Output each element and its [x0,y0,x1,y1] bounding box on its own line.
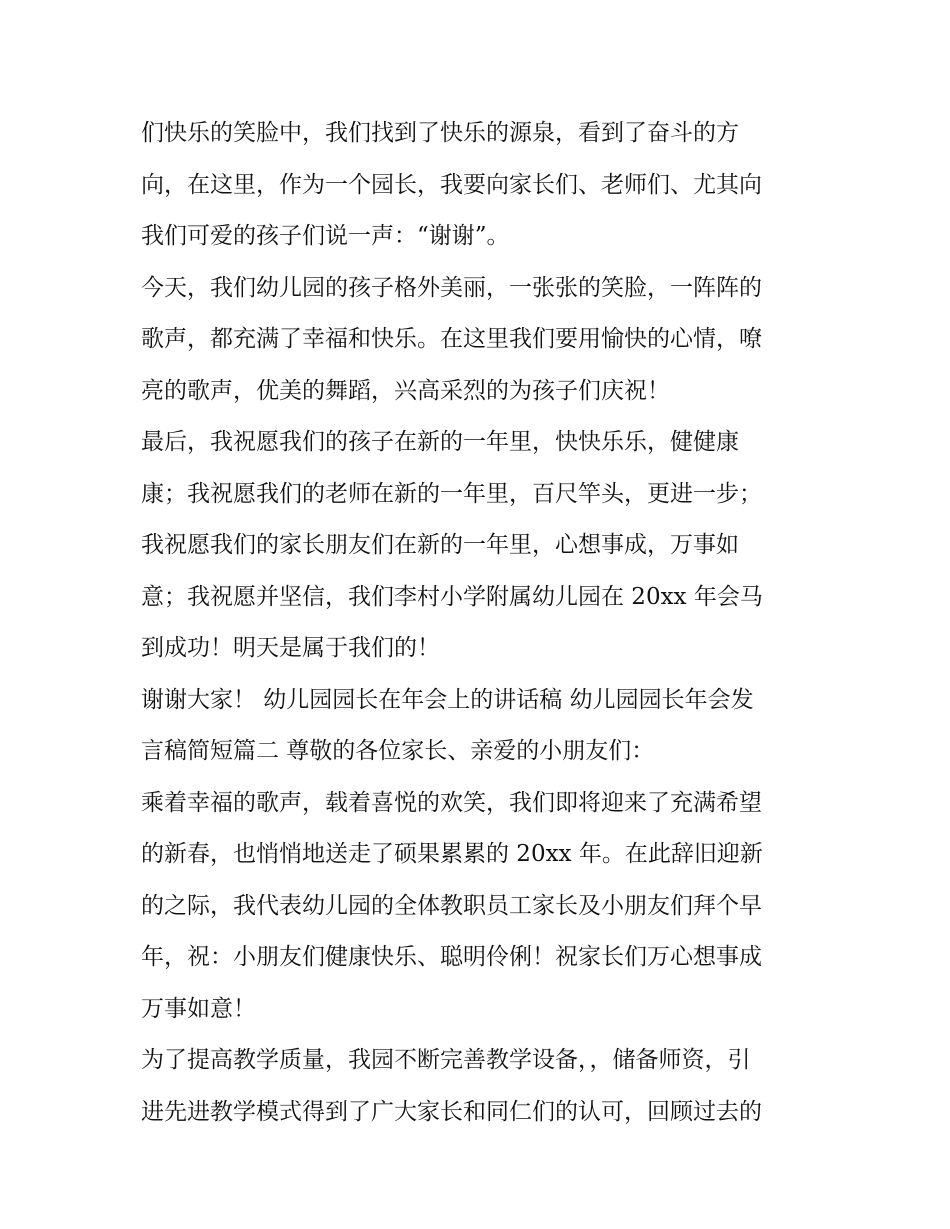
text-line: 最后，我祝愿我们的孩子在新的一年里，快快乐乐，健健康 [141,429,739,455]
text-line: 的新春，也悄悄地送走了硕果累累的 20xx 年。在此辞旧迎新 [141,841,763,867]
text-line: 康；我祝愿我们的老师在新的一年里，百尺竿头，更进一步； [141,480,762,507]
text-line: 我祝愿我们的家长朋友们在新的一年里，心想事成，万事如 [141,532,739,558]
text-line: 谢谢大家！ 幼儿园园长在年会上的讲话稿 幼儿园园长年会发 [141,686,754,713]
text-line: 亮的歌声，优美的舞蹈，兴高采烈的为孩子们庆祝！ [141,377,670,404]
text-line: 歌声，都充满了幸福和快乐。在这里我们要用愉快的心情，嘹 [141,326,762,352]
text-line: 年，祝：小朋友们健康快乐、聪明伶俐！祝家长们万心想事成 [141,944,762,970]
text-line: 为了提高教学质量，我园不断完善教学设备，，储备师资，引 [141,1047,751,1073]
text-line: 万事如意！ [141,995,256,1022]
text-line: 意；我祝愿并坚信，我们李村小学附属幼儿园在 20xx 年会马 [141,583,763,610]
text-line: 今天，我们幼儿园的孩子格外美丽，一张张的笑脸，一阵阵的 [141,274,762,301]
text-line: 乘着幸福的歌声，载着喜悦的欢笑，我们即将迎来了充满希望 [141,789,762,816]
text-line: 进先进教学模式得到了广大家长和同仁们的认可，回顾过去的 [141,1098,762,1125]
text-line: 到成功！明天是属于我们的！ [141,635,440,661]
text-line: 们快乐的笑脸中，我们找到了快乐的源泉，看到了奋斗的方 [141,120,739,146]
text-line: 的之际，我代表幼儿园的全体教职员工家长及小朋友们拜个早 [141,892,762,919]
text-line: 言稿简短篇二 尊敬的各位家长、亲爱的小朋友们： [141,738,655,764]
text-line: 我们可爱的孩子们说一声：“谢谢”。 [141,223,510,249]
body-text [141,108,821,1138]
text-line: 向，在这里，作为一个园长，我要向家长们、老师们、尤其向 [141,171,762,198]
